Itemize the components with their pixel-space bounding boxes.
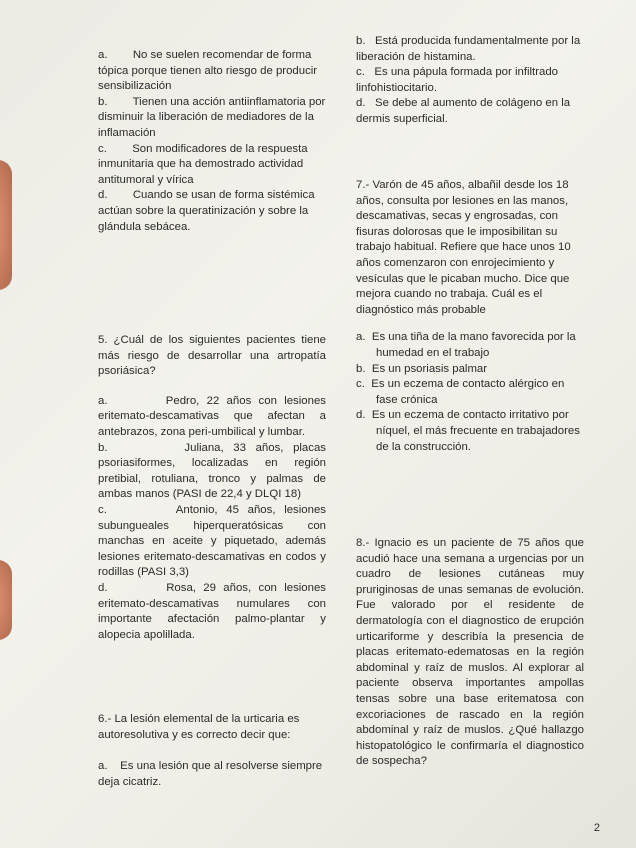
q7-block: [356, 178, 584, 455]
finger-shadow-bottom: [0, 560, 12, 640]
q7-d-text: Es un eczema de contacto irritativo por níquel, el más frecuente en trabajadores de la construcción.: [371, 409, 580, 453]
q7-b-text: Es un psoriasis palmar: [371, 362, 488, 375]
q7-a-text: Es una tiña de la mano favorecida por la humedad en el trabajo: [371, 331, 576, 359]
q4-option-c: [98, 142, 326, 189]
q5-d-letter: d.: [98, 581, 108, 594]
q5-b-text: Juliana, 33 años, placas psoriasiformes, localizadas en región pretibial, rotuliana, tronco y palmas de ambas manos (PASI de 22,4 y DLQI 18): [98, 441, 326, 501]
q6-c-letter: c.: [356, 66, 365, 79]
q4-option-b: [98, 95, 326, 142]
q7-b-letter: b.: [356, 362, 366, 375]
q8-block: [356, 536, 584, 770]
q5-c-letter: c.: [98, 503, 107, 516]
q6-option-b: [356, 34, 584, 65]
q7-c-text: Es un eczema de contacto alérgico en fase crónica: [371, 378, 565, 406]
q6-d-text: Se debe al aumento de colágeno en la dermis superficial.: [356, 97, 571, 125]
q5-option-d: [98, 581, 326, 643]
q5-option-b: [98, 441, 326, 503]
q8-stem: 8.- Ignacio es un paciente de 75 años que acudió hace una semana a urgencias por un cuadro de lesiones cutáneas muy pruriginosas de unas semanas de evolución. Fue valorado por el residente de dermatología con el diagnostico de erupción urticariforme y describía la presencia de placas eritemato-edematosas en la región abdominal y raíz de muslos. Al explorar al paciente observa importantes ampollas tensas sobre una base eritematosa con excoriaciones de rascado en la región abdominal y raíz de muslos. ¿Qué hallazgo histopatológico le confirmaría el diagnostico de sospecha?: [356, 537, 584, 768]
q4-a-text: No se suelen recomendar de forma tópica porque tienen alto riesgo de producir sensibilización: [98, 49, 318, 93]
q4-d-text: Cuando se usan de forma sistémica actúan sobre la queratinización y sobre la glándula sebácea.: [98, 189, 315, 233]
q7-option-c: [356, 377, 584, 408]
q7-stem: 7.- Varón de 45 años, albañil desde los 18 años, consulta por lesiones en las manos, descamativas, secas y engrosadas, con fisuras dolorosas que le imposibilitan su trabajo habitual. Refiere que hace unos 10 años comenzaron con enrojecimiento y vesículas que le picaban mucho. Dice que mejora cuando no trabaja. Cuál es el diagnóstico más probable: [356, 179, 571, 316]
q6-option-a: [98, 759, 326, 790]
q5-a-letter: a.: [98, 394, 108, 407]
q6-a-text: Es una lesión que al resolverse siempre deja cicatriz.: [98, 760, 323, 788]
q4-options-block: [98, 48, 326, 235]
q7-option-b: [356, 362, 584, 378]
q6-option-d: [356, 96, 584, 127]
page-number: 2: [593, 822, 600, 834]
q6-block: [98, 712, 326, 790]
q5-a-text: Pedro, 22 años con lesiones eritemato-descamativas que afectan a antebrazos, zona peri-umbilical y lumbar.: [98, 394, 326, 438]
q4-b-text: Tienen una acción antiinflamatoria por disminuir la liberación de mediadores de la inflamación: [98, 95, 326, 139]
q5-c-text: Antonio, 45 años, lesiones subungueales hiperqueratósicas con manchas en aceite y piquetado, además lesiones eritemato-descamativas en codos y rodillas (PASI 3,3): [98, 503, 326, 579]
q5-d-text: Rosa, 29 años, con lesiones eritemato-descamativas numulares con importante afectación palmo-plantar y alopecia apolillada.: [98, 581, 326, 641]
q4-c-text: Son modificadores de la respuesta inmunitaria que ha demostrado actividad antitumoral y vírica: [98, 142, 308, 186]
q5-option-a: [98, 394, 326, 441]
q4-option-d: [98, 188, 326, 235]
finger-shadow-top: [0, 160, 12, 290]
q6-c-text: Es una pápula formada por infiltrado linfohistiocitario.: [356, 66, 559, 94]
q6-stem: 6.- La lesión elemental de la urticaria es autoresolutiva y es correcto decir que:: [98, 713, 300, 741]
q6-d-letter: d.: [356, 97, 366, 110]
q4-c-letter: c.: [98, 142, 107, 155]
q6-b-text: Está producida fundamentalmente por la liberación de histamina.: [356, 35, 581, 63]
q7-option-a: [356, 330, 584, 361]
q7-option-d: [356, 408, 584, 455]
q6-option-c: [356, 65, 584, 96]
q4-option-a: [98, 48, 326, 95]
q5-b-letter: b.: [98, 441, 108, 454]
q7-d-letter: d.: [356, 409, 366, 422]
q6-a-letter: a.: [98, 760, 108, 773]
q5-stem: 5. ¿Cuál de los siguientes pacientes tiene más riesgo de desarrollar una artropatía psoriásica?: [98, 334, 326, 378]
q4-a-letter: a.: [98, 49, 108, 61]
q7-c-letter: c.: [356, 378, 365, 391]
q4-d-letter: d.: [98, 189, 108, 202]
q7-a-letter: a.: [356, 331, 366, 344]
q5-option-c: [98, 503, 326, 581]
q6-b-letter: b.: [356, 35, 366, 47]
q5-block: [98, 333, 326, 643]
q6-options-continued: [356, 34, 584, 128]
q4-b-letter: b.: [98, 95, 108, 108]
